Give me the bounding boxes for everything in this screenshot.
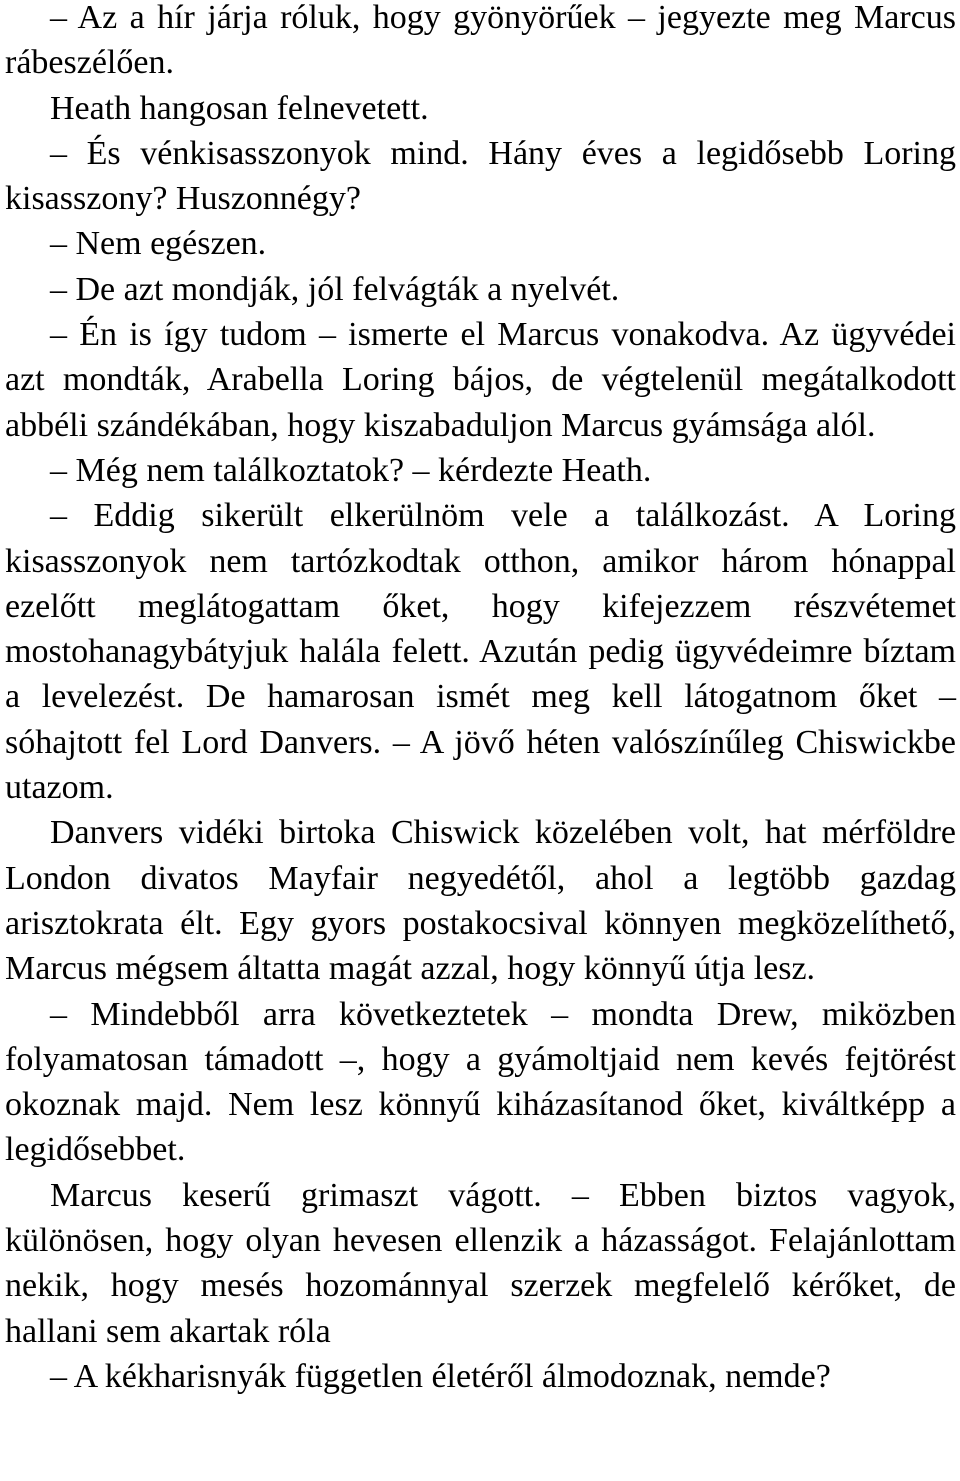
paragraph-8: – Eddig sikerült elkerülnöm vele a találkozást. A Loring kisasszonyok nem tartózkodtak otthon, amikor három hónappal ezelőtt meglátogattam őket, hogy kifejezzem részvétemet mostohanagybátyjuk halála felett. Azután pedig ügyvédeimre bíztam a levelezést. De hamarosan ismét meg kell látogatnom őket – sóhajtott fel Lord Danvers. – A jövő héten valószínűleg Chiswickbe utazom. xyxy=(5,497,956,807)
paragraph-6: – Én is így tudom – ismerte el Marcus vonakodva. Az ügyvédei azt mondták, Arabella Loring bájos, de végtelenül megátalkodott abbéli szándékában, hogy kiszabaduljon Marcus gyámsága alól. xyxy=(5,316,956,444)
paragraph-7: – Még nem találkoztatok? – kérdezte Heath. xyxy=(50,451,652,489)
paragraph-10: – Mindebből arra következtetek – mondta Drew, miközben folyamatosan támadott –, hogy a gyámoltjaid nem kevés fejtörést okoznak majd. Nem lesz könnyű kiházasítanod őket, kiváltképp a legidősebbet. xyxy=(5,995,956,1169)
paragraph-9: Danvers vidéki birtoka Chiswick közelében volt, hat mérföldre London divatos Mayfair negyedétől, ahol a legtöbb gazdag arisztokrata élt. Egy gyors postakocsival könnyen megközelíthető, Marcus mégsem áltatta magát azzal, hogy könnyű útja lesz. xyxy=(5,814,956,988)
paragraph-3: – És vénkisasszonyok mind. Hány éves a legidősebb Loring kisasszony? Huszonnégy? xyxy=(5,134,956,218)
paragraph-12: – A kékharisnyák független életéről álmodoznak, nemde? xyxy=(50,1357,831,1395)
book-page xyxy=(5,0,956,1399)
paragraph-4: – Nem egészen. xyxy=(50,225,267,263)
paragraph-11: Marcus keserű grimaszt vágott. – Ebben biztos vagyok, különösen, hogy olyan hevesen ellenzik a házasságot. Felajánlottam nekik, hogy mesés hozománnyal szerzek megfelelő kérőket, de hallani sem akartak róla xyxy=(5,1176,956,1350)
paragraph-5: – De azt mondják, jól felvágták a nyelvét. xyxy=(50,270,620,308)
paragraph-1: – Az a hír járja róluk, hogy gyönyörűek – jegyezte meg Marcus rábeszélően. xyxy=(5,0,956,82)
paragraph-2: Heath hangosan felnevetett. xyxy=(50,89,429,127)
